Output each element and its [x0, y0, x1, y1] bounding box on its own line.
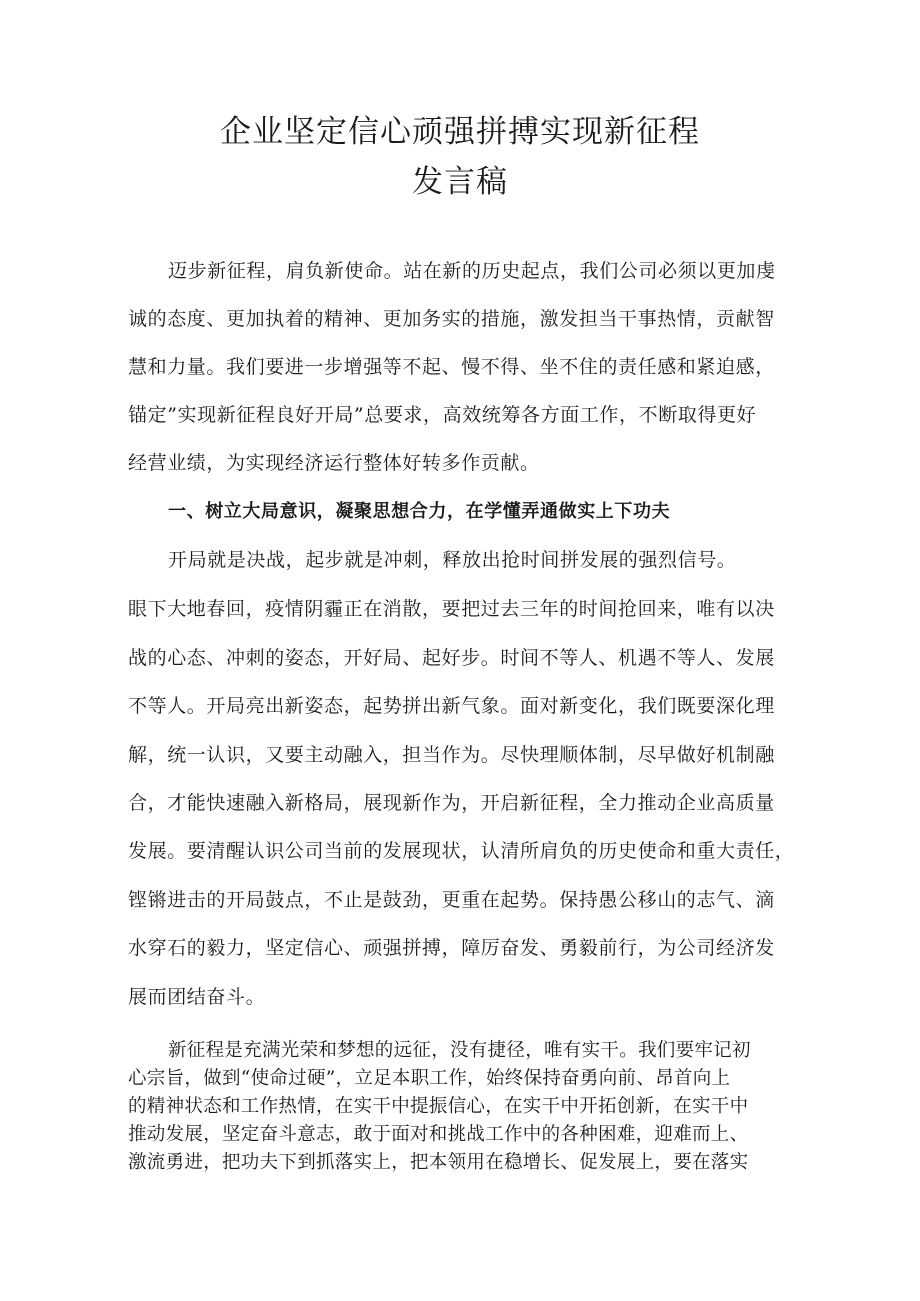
paragraph-1-line-3: 慧和力量。我们要进一步增强等不起、慢不得、坐不住的责任感和紧迫感，	[128, 356, 775, 378]
paragraph-1-line-2: 诚的态度、更加执着的精神、更加务实的措施，激发担当干事热情，贡献智	[128, 308, 775, 330]
paragraph-3-line-2: 心宗旨，做到“使命过硬”，立足本职工作，始终保持奋勇向前、昂首向上	[128, 1068, 731, 1089]
paragraph-3-line-5: 激流勇进，把功夫下到抓落实上，把本领用在稳增长、促发展上，要在落实	[128, 1152, 749, 1173]
section-heading-1: 一、树立大局意识，凝聚思想合力，在学懂弄通做实上下功夫	[168, 501, 671, 522]
paragraph-2-line-7: 发展。要清醒认识公司当前的发展现状，认清所肩负的历史使命和重大责任，	[128, 840, 795, 862]
paragraph-3-line-3: 的精神状态和工作热情，在实干中提振信心，在实干中开拓创新，在实干中	[128, 1096, 749, 1117]
paragraph-3-line-4: 推动发展，坚定奋斗意志，敢于面对和挑战工作中的各种困难，迎难而上、	[128, 1124, 749, 1145]
document-title-line-2: 发言稿	[412, 164, 508, 200]
paragraph-2-line-5: 解，统一认识，又要主动融入，担当作为。尽快理顺体制，尽早做好机制融	[128, 744, 775, 766]
paragraph-1-line-1: 迈步新征程，肩负新使命。站在新的历史起点，我们公司必须以更加虔	[168, 260, 776, 282]
paragraph-2-line-1: 开局就是决战，起步就是冲刺，释放出抢时间拼发展的强烈信号。	[168, 549, 737, 571]
paragraph-2-line-2: 眼下大地春回，疫情阴霾正在消散，要把过去三年的时间抢回来，唯有以决	[128, 598, 775, 620]
paragraph-2-line-4: 不等人。开局亮出新姿态，起势拼出新气象。面对新变化，我们既要深化理	[128, 695, 775, 717]
paragraph-1-line-4: 锚定”实现新征程良好开局”总要求，高效统筹各方面工作，不断取得更好	[128, 404, 757, 426]
paragraph-2-line-8: 铿锵进击的开局鼓点，不止是鼓劲，更重在起势。保持愚公移山的志气、滴	[128, 889, 775, 911]
paragraph-2-line-10: 展而团结奋斗。	[128, 986, 266, 1008]
paragraph-2-line-9: 水穿石的毅力，坚定信心、顽强拼搏，障厉奋发、勇毅前行，为公司经济发	[128, 937, 775, 959]
paragraph-1-line-5: 经营业绩，为实现经济运行整体好转多作贡献。	[128, 452, 540, 474]
paragraph-2-line-6: 合，才能快速融入新格局，展现新作为，开启新征程，全力推动企业高质量	[128, 792, 775, 814]
paragraph-2-line-3: 战的心态、冲刺的姿态，开好局、起好步。时间不等人、机遇不等人、发展	[128, 647, 775, 669]
paragraph-3-line-1: 新征程是充满光荣和梦想的远征，没有捷径，唯有实干。我们要牢记初	[168, 1040, 751, 1061]
document-title-line-1: 企业坚定信心顽强拼搏实现新征程	[220, 114, 700, 150]
